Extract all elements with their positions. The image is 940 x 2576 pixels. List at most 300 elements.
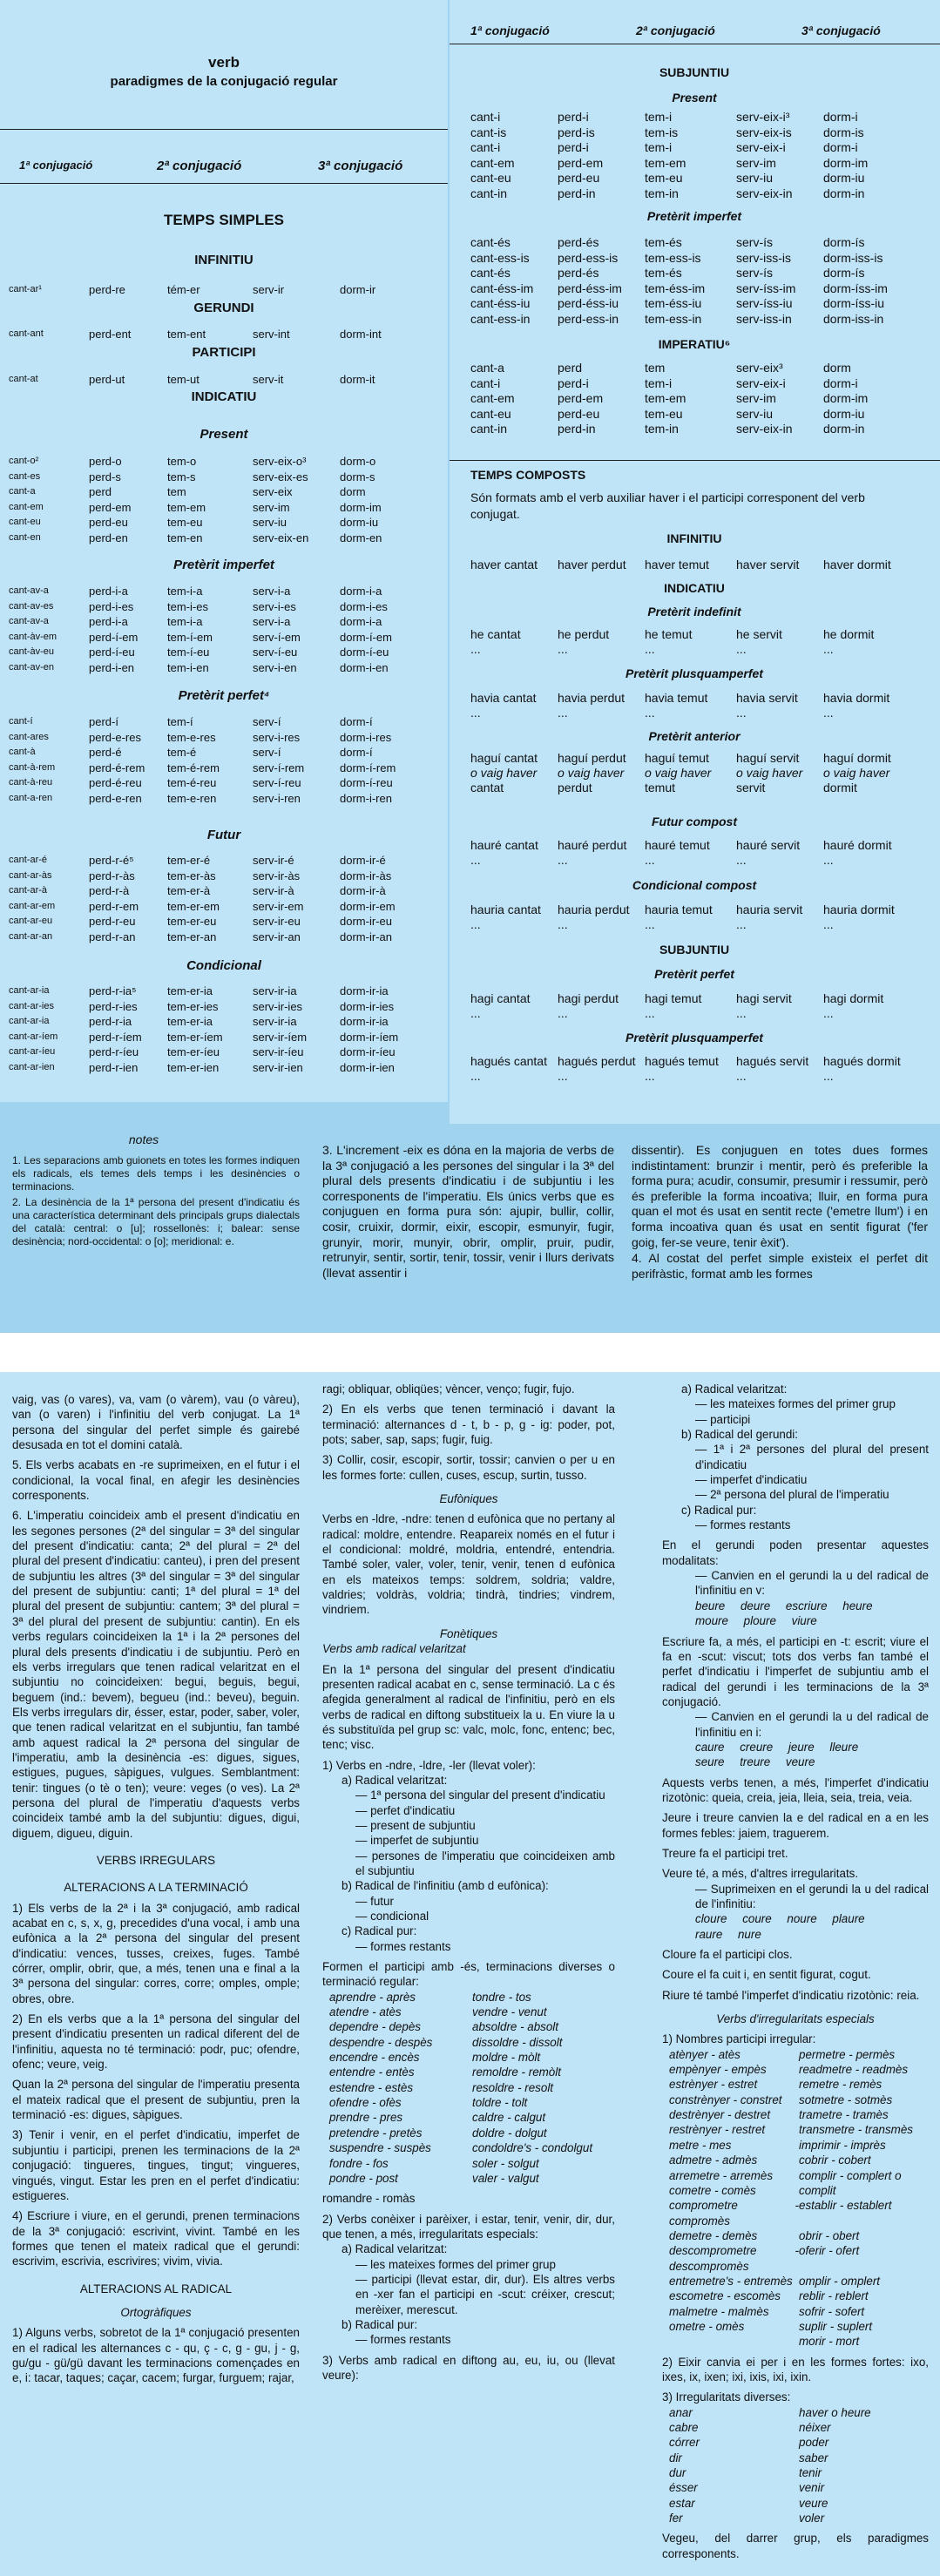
subj-present-row-cell: perd-i [558, 110, 589, 124]
subj-imperfet-row-cell: dorm-ís [823, 235, 865, 249]
col3-line: Cloure fa el participi clos. [662, 1948, 793, 1962]
s-perfet-row-cell: hagi perdut [558, 991, 619, 1005]
col2-line: a) Radical velaritzat: [342, 2242, 448, 2256]
col1-line: ALTERACIONS AL RADICAL [79, 2282, 233, 2295]
imperatiu-row-cell: serv-eix³ [736, 361, 783, 375]
subj-present-row-cell: perd-in [558, 186, 596, 200]
present-row-cell: tem [167, 485, 186, 498]
gerundi-row-cell: dorm-int [340, 328, 382, 341]
subj-imperfet-row-cell: dorm-iss-is [823, 250, 883, 265]
plusq-ellipsis: ... [736, 706, 747, 720]
imperfet-row-cell: dorm-í-em [340, 630, 392, 644]
present-row-cell: cant-em [9, 501, 44, 512]
perfet-row-cell: perd-é [89, 746, 122, 759]
col2-line: despendre - despès dissoldre - dissolt [329, 2035, 563, 2049]
col3-line: — les mateixes formes del primer grup [695, 1397, 896, 1411]
condicional-row-cell: dorm-ir-ien [340, 1060, 395, 1074]
infinitiu-row-cell: dorm-ir [340, 283, 376, 296]
perfet-row-cell: serv-i-ren [253, 791, 301, 805]
imperatiu-row-cell: perd-i [558, 375, 589, 390]
condicional-row-cell: serv-ir-ies [253, 999, 303, 1013]
futur-row-cell: serv-ir-à [253, 884, 294, 897]
col1-line: ALTERACIONS A LA TERMINACIÓ [64, 1881, 248, 1895]
imperatiu-row-cell: tem-in [645, 422, 679, 436]
col3-line: comprometre - compromès establir - establert [669, 2199, 892, 2228]
plusq-row-cell: havia servit [736, 691, 798, 705]
imperatiu-row-cell: dorm-im [823, 391, 869, 405]
condicional-row-cell: perd-r-ies [89, 999, 138, 1013]
present-row-cell: dorm [340, 485, 366, 498]
c-infinitiu-row-cell: haver dormit [823, 558, 891, 571]
col2-line: b) Radical pur: [342, 2317, 418, 2331]
col3-line: anar haver o heure [669, 2405, 871, 2419]
col3-line: fer voler [669, 2512, 825, 2525]
condicional-row-cell: tem-er-ia [167, 1015, 213, 1028]
col3-line: cometre - comès complit [669, 2183, 836, 2197]
condicional-row-cell: perd-r-ia⁵ [89, 984, 137, 997]
indefinit-row-cell: he temut [645, 627, 693, 641]
text-column-2 [322, 1382, 615, 2383]
imperfet-row-cell: dorm-i-es [340, 599, 388, 613]
condicional-row-cell: tem-er-íem [167, 1030, 223, 1044]
imperfet-row-cell: cant-àv-em [9, 631, 57, 642]
note-1: 1. Les separacions amb guionets en totes les formes indiquen els radicals, els temes dels temps i les desinències o terminacions. [12, 1154, 300, 1193]
col3-line: dur tenir [669, 2466, 822, 2480]
subj-present-row-cell: dorm-iu [823, 171, 865, 185]
ccompost-title: Condicional compost [632, 878, 757, 892]
imperatiu-row-cell: dorm [823, 361, 851, 375]
futur-row-cell: cant-ar-an [9, 930, 53, 942]
col2-line: prendre - pres caldre - calgut [329, 2111, 546, 2125]
imperfet-row-cell: dorm-i-a [340, 585, 382, 598]
imperfet-row-cell: perd-í-eu [89, 646, 135, 659]
imperfet-row-cell: cant-av-a [9, 616, 49, 626]
subj-imperfet-row-cell: cant-és [470, 235, 511, 249]
col2-line: — 1ª persona del singular del present d'indicatiu [355, 1788, 605, 1802]
subj-present-row-cell: perd-em [558, 155, 604, 170]
present-row-cell: serv-im [253, 500, 290, 514]
col2-line: estendre - estès resoldre - resolt [329, 2080, 554, 2094]
futur-row-cell: cant-ar-eu [9, 916, 53, 926]
imperfet-row-cell: dorm-i-en [340, 660, 389, 674]
col3-line: seure treure veure [695, 1755, 815, 1769]
subj-imperfet-row-cell: tem-éss-im [645, 281, 706, 295]
imperfet-row-cell: perd-i-a [89, 585, 128, 598]
futur-row-cell: perd-r-à [89, 884, 130, 897]
plusq-row-cell: havia dormit [823, 691, 890, 705]
futur-row-cell: serv-ir-an [253, 930, 301, 943]
perfet-row-cell: serv-í-reu [253, 776, 301, 789]
col2-line: — participi (llevat estar, dir, dur). Els altres verbs en -xer fan el participi en -scut: créixer, crescut; merèixer, merescut. [355, 2272, 615, 2316]
participi-title: PARTICIPI [192, 345, 256, 360]
anterior-row-cell: o vaig haver [823, 766, 890, 780]
composts-text: conjugat. [470, 507, 520, 521]
s-perfet-ellipsis: ... [736, 1006, 747, 1020]
condicional-row-cell: dorm-ir-ia [340, 984, 389, 997]
subj-present-row-cell: serv-eix-is [736, 125, 792, 139]
present-row-cell: tem-eu [167, 516, 203, 529]
condicional-row-cell: perd-r-íem [89, 1030, 142, 1044]
imperfet-row-cell: serv-í-eu [253, 646, 298, 659]
col3-line: malmetre - malmès sofrir - sofert [669, 2304, 865, 2318]
imperatiu-row-cell: tem-em [645, 391, 686, 405]
anterior-row-cell: temut [645, 781, 676, 794]
col3-line: En el gerundi poden presentar aquestes modalitats: [662, 1538, 929, 1567]
present-title: Present [199, 427, 248, 442]
col3-line: córrer poder [669, 2436, 829, 2450]
plusq-title: Pretèrit plusquamperfet [626, 666, 763, 680]
s-perfet-ellipsis: ... [823, 1006, 834, 1020]
futur-row-cell: perd-r-eu [89, 915, 136, 928]
condicional-row-cell: cant-ar-íeu [9, 1046, 56, 1057]
col3-line: escometre - escomès reblir - reblert [669, 2289, 869, 2303]
col3-line: c) Radical pur: [681, 1503, 757, 1517]
present-row-cell: dorm-s [340, 470, 375, 483]
present-row-cell: dorm-im [340, 500, 382, 514]
col2-line: entendre - entès remoldre - remòlt [329, 2066, 561, 2079]
col1-line: 6. L'imperatiu coincideix amb el present d'indicatiu en les segones persones (2ª del singular = 3ª del singular del present d'indicatiu: canta; 2ª del plural = 2ª del plural del present d'indicatiu: canteu), i pren del present de subjuntiu les altres (3ª del singular = 3ª del singular del present de subjuntiu: canti; 1ª del plural = 1ª del plural del present de subjuntiu: cantem; 3ª del plural = 3ª del plural del present de subjuntiu: cantin). En els verbs regulars coincideixen la 1ª i la 2ª persones del plural dels presents d'indicatiu i de subjuntiu. Però en els verbs irregulars que tenen radical velaritzat en el subjuntiu no coincideixen: begui, beguis, begui, beguem (ind.: bevem), begueu (ind.: beveu), beguin. Els verbs irregulars dir, ésser, estar, poder, saber, voler, que tenen radical velaritzat en el subjuntiu, fan també amb aquest radical la 2ª persona del singular de l'imperatiu, amb la desinència -es: digues, sigues, estigues, pugues, sàpigues, vulgues. Semblantment: tenir: tingues (o tè o ten); veure: veges (o ves). La 2ª persona del plural de l'imperatiu d'aquests verbs coincideix també amb la del subjuntiu: digues, digui, diguem, digueu, diguin. [12, 1509, 300, 1840]
futur-row-cell: dorm-ir-à [340, 884, 386, 897]
anterior-row-cell: cantat [470, 781, 504, 794]
condicional-row-cell: tem-er-ia [167, 984, 213, 997]
s-perfet-ellipsis: ... [470, 1006, 481, 1020]
subj-imperfet-row-cell: cant-ess-is [470, 250, 530, 265]
col1-line: VERBS IRREGULARS [96, 1853, 216, 1867]
col3-line: Verbs d'irregularitats especials [716, 2012, 875, 2026]
c-infinitiu-row-cell: haver servit [736, 558, 800, 571]
perfet-row-cell: tem-í [167, 715, 193, 728]
s-plusq-row-cell: hagués perdut [558, 1054, 636, 1068]
subj-present-row-cell: tem-em [645, 155, 686, 170]
condicional-row-cell: tem-er-ies [167, 999, 219, 1013]
futur-row-cell: perd-r-em [89, 899, 139, 913]
indefinit-row-cell: he dormit [823, 627, 875, 641]
anterior-row-cell: perdut [558, 781, 592, 794]
col3-line: ésser venir [669, 2481, 825, 2495]
col3-line: b) Radical del gerundi: [681, 1428, 798, 1442]
composts-text: Són formats amb el verb auxiliar haver i el participi corresponent del verb [470, 490, 865, 504]
s-plusq-row-cell: hagués cantat [470, 1054, 547, 1068]
present-row-cell: tem-en [167, 531, 203, 544]
present-row-cell: serv-eix-en [253, 531, 309, 544]
col2-line: Eufòniques [439, 1492, 498, 1506]
perfet-row-cell: cant-à [9, 747, 36, 757]
subj-present-row-cell: serv-eix-i³ [736, 110, 790, 124]
perfet-row-cell: serv-i-res [253, 730, 301, 744]
col2-line: — persones de l'imperatiu que coincideixen amb el subjuntiu [355, 1849, 615, 1877]
anterior-row-cell: o vaig haver [736, 766, 803, 780]
present-row-cell: perd [89, 485, 112, 498]
imperfet-row-cell: cant-àv-eu [9, 646, 54, 657]
subj-present-row-cell: dorm-in [823, 186, 865, 200]
gerundi-row-cell: cant-ant [9, 328, 44, 339]
gerundi-title: GERUNDI [193, 301, 254, 315]
present-row-cell: cant-eu [9, 517, 41, 527]
perfet-row-cell: cant-à-reu [9, 777, 53, 788]
note-2: 2. La desinència de la 1ª persona del present d'indicatiu és una característica determinant dels principals grups dialectals del català: central: o [u]; rossellonès: i; balear: sense desinència; nord-occidental: o [o]; meridional: e. [12, 1196, 300, 1247]
imperfet-row-cell: perd-i-a [89, 615, 128, 628]
col3-line: atènyer - atès permetre - permès [669, 2047, 896, 2061]
condicional-row-cell: cant-ar-íem [9, 1031, 58, 1042]
imperfet-row-cell: cant-av-a [9, 585, 49, 596]
c-infinitiu-title: INFINITIU [666, 531, 722, 545]
condicional-row-cell: serv-ir-ien [253, 1060, 303, 1074]
present-row-cell: dorm-iu [340, 516, 379, 529]
col1-line: 5. Els verbs acabats en -re suprimeixen, en el futur i el condicional, la vocal final, en afegir les desinències corresponents. [12, 1458, 300, 1503]
col-header-1: 1ª conjugació [19, 159, 93, 172]
anterior-row-cell: haguí cantat [470, 751, 538, 765]
present-row-cell: cant-es [9, 470, 41, 482]
imperfet-row-cell: dorm-i-a [340, 615, 382, 628]
condicional-row-cell: tem-er-íeu [167, 1045, 220, 1058]
col2-line: encendre - encès moldre - mòlt [329, 2051, 541, 2065]
subj-imperfet-row-cell: perd-és [558, 235, 599, 249]
s-plusq-ellipsis: ... [558, 1069, 568, 1083]
subj-imperfet-row-cell: perd-éss-iu [558, 296, 619, 310]
right-col-header-2: 2ª conjugació [636, 24, 715, 37]
futur-row-cell: dorm-ir-é [340, 854, 386, 867]
col2-line: — imperfet de subjuntiu [355, 1834, 479, 1848]
imperfet-row-cell: serv-i-es [253, 599, 296, 613]
page-gap [0, 1333, 940, 1372]
col2-line: b) Radical de l'infinitiu (amb d eufònica): [342, 1879, 549, 1893]
indefinit-row-cell: he servit [736, 627, 782, 641]
fcompost-ellipsis: ... [823, 853, 834, 867]
ccompost-ellipsis: ... [470, 917, 481, 931]
imperfet-row-cell: tem-í-eu [167, 646, 210, 659]
col2-line: fondre - fos soler - solgut [329, 2156, 539, 2170]
col2-line: — formes restants [355, 1939, 451, 1953]
condicional-row-cell: tem-er-ien [167, 1060, 220, 1074]
fcompost-ellipsis: ... [558, 853, 568, 867]
present-row-cell: tem-em [167, 500, 206, 514]
fcompost-ellipsis: ... [470, 853, 481, 867]
imperatiu-row-cell: serv-im [736, 391, 776, 405]
imperfet-row-cell: serv-i-a [253, 615, 291, 628]
col1-line: Ortogràfiques [120, 2305, 192, 2319]
futur-row-cell: perd-r-an [89, 930, 136, 943]
present-row-cell: tem-s [167, 470, 196, 483]
imperatiu-row-cell: tem [645, 361, 666, 375]
s-perfet-ellipsis: ... [558, 1006, 568, 1020]
infinitiu-row-cell: cant-ar¹ [9, 284, 42, 294]
ccompost-row-cell: hauria cantat [470, 903, 541, 916]
indicatiu-title: INDICATIU [191, 389, 257, 404]
imperfet-row-cell: serv-í-em [253, 630, 301, 644]
imperatiu-row-cell: cant-in [470, 422, 508, 436]
col2-line: atendre - atès vendre - venut [329, 2005, 547, 2019]
perfet-row-cell: dorm-i-res [340, 730, 392, 744]
condicional-row-cell: dorm-ir-ia [340, 1015, 389, 1028]
subjuntiu-title: SUBJUNTIU [659, 65, 730, 79]
subj-imperfet-row-cell: dorm-íss-iu [823, 296, 885, 310]
subjuntiu-composts-title: SUBJUNTIU [659, 943, 730, 957]
participi-row-cell: perd-ut [89, 373, 125, 386]
subj-imperfet-row-cell: tem-éss-iu [645, 296, 702, 310]
page-title: verb [208, 54, 240, 71]
col3-line: caure creure jeure lleure [695, 1740, 859, 1754]
perfet-title: Pretèrit perfet⁴ [178, 688, 270, 703]
futur-row-cell: dorm-ir-em [340, 899, 396, 913]
col1-line: 4) Escriure i viure, en el gerundi, prenen terminacions de la 3ª conjugació: escrivint, vivint. També en les formes que tenen el mateix radical que el gerundi: escrivim, escrivia, escrivires; vivim, vivia. [12, 2209, 300, 2268]
col2-line: — formes restants [355, 2333, 451, 2347]
futur-row-cell: dorm-ir-eu [340, 915, 392, 928]
fcompost-row-cell: hauré perdut [558, 838, 627, 852]
text-column-3 [662, 1382, 929, 2561]
col1-line: 2) En els verbs que a la 1ª persona del singular del present d'indicatiu presenten un radical diferent del de l'infinitiu, aquesta no té terminació: podr, puc; ofendre, ofenc; veure, veig. [12, 2012, 300, 2072]
col3-line: — formes restants [695, 1518, 791, 1532]
imperatiu-row-cell: dorm-in [823, 422, 865, 436]
subj-present-row-cell: tem-eu [645, 171, 683, 185]
subj-imperfet-row-cell: serv-ís [736, 266, 773, 280]
futur-row-cell: perd-r-é⁵ [89, 854, 134, 867]
note-4: dissentir). Es conjuguen en totes dues formes indistintament: brunzir i mentir, però és preferible la forma pura; acudir, consumir, presumir i ressumir, però és preferible la forma incoativa; lluir, en forma pura quan el mot és usat en sentit recte ('emetre llum') i en forma incoativa quan és usat en sentit figurat ('fer goig, fer-se veure, tenir èxit'). [632, 1143, 928, 1249]
c-infinitiu-row-cell: haver temut [645, 558, 709, 571]
indefinit-row-cell: he perdut [558, 627, 610, 641]
indefinit-ellipsis: ... [736, 642, 747, 656]
subj-present-row-cell: serv-iu [736, 171, 774, 185]
col1-line: Quan la 2ª persona del singular de l'imperatiu presenta el mateix radical que el present de subjuntiu, pren la terminació -es: digues, sàpigues. [12, 2078, 300, 2122]
imperatiu-row-cell: dorm-iu [823, 406, 865, 421]
futur-row-cell: cant-ar-às [9, 869, 52, 881]
present-row-cell: serv-iu [253, 516, 287, 529]
perfet-row-cell: cant-a-ren [9, 792, 53, 803]
infinitiu-row-cell: tém-er [167, 283, 200, 296]
imperatiu-row-cell: serv-eix-i [736, 375, 786, 390]
col3-line: Aquests verbs tenen, a més, l'imperfet d'indicatiu rizotònic: queia, creia, jeia, lleia, seia, treia, veia. [662, 1775, 929, 1804]
col3-line: morir - mort [799, 2335, 860, 2349]
col3-line: descomprometre - descompromès oferir - ofert [669, 2244, 860, 2273]
fcompost-row-cell: hauré dormit [823, 838, 892, 852]
imperatiu-row-cell: perd [558, 361, 583, 375]
perfet-row-cell: tem-e-res [167, 730, 216, 744]
infinitiu-title: INFINITIU [194, 253, 254, 267]
subj-imperfet-row-cell: cant-ess-in [470, 311, 531, 326]
subj-imperfet-row-cell: tem-és [645, 266, 682, 280]
perfet-row-cell: serv-í [253, 746, 281, 759]
col2-line: dependre - depès absoldre - absolt [329, 2020, 558, 2034]
perfet-row-cell: dorm-í [340, 715, 373, 728]
subj-present-row-cell: dorm-i [823, 110, 858, 124]
col3-line: Coure el fa cuit i, en sentit figurat, cogut. [662, 1968, 871, 1982]
col3-line: 3) Irregularitats diverses: [662, 2390, 791, 2404]
anterior-row-cell: o vaig haver [470, 766, 538, 780]
present-row-cell: serv-eix [253, 485, 293, 498]
col3-line: empènyer - empès readmetre - readmès [669, 2063, 909, 2077]
col2-line: 2) Verbs conèixer i parèixer, i estar, tenir, venir, dir, dur, que tenen, a més, irregularitats especials: [322, 2212, 615, 2241]
s-plusq-ellipsis: ... [470, 1069, 481, 1083]
s-plusq-row-cell: hagués temut [645, 1054, 719, 1068]
participi-row-cell: tem-ut [167, 373, 199, 386]
subj-present-row-cell: cant-em [470, 155, 515, 170]
col-header-3: 3ª conjugació [318, 159, 403, 173]
present-row-cell: cant-o² [9, 456, 39, 466]
note-3: 3. L'increment -eix es dóna en la majoria de verbs de la 3ª conjugació a les persones del singular i la 3ª del plural dels presents d'indicatiu i de subjuntiu i les corresponents de l'imperatiu. Els únics verbs que es conjuguen en forma pura són: ajupir, bullir, collir, cosir, cruixir, dormir, eixir, escopir, esmunyir, fugir, grunyir, morir, munyir, obrir, omplir, pruir, pudir, retrunyir, sentir, sortir, tenir, tossir, venir i llurs derivats (llevat assentir i [322, 1143, 614, 1280]
imperfet-row-cell: cant-av-es [9, 600, 54, 612]
anterior-row-cell: haguí perdut [558, 751, 626, 765]
col3-line: — Canvien en el gerundi la u del radical de l'infinitiu en v: [695, 1569, 929, 1598]
col3-line: Vegeu, del darrer grup, els paradigmes corresponents. [662, 2532, 929, 2560]
col2-line: ofendre - ofès toldre - tolt [329, 2096, 528, 2110]
subj-imperfet-row-cell: cant-éss-iu [470, 296, 531, 310]
imperatiu-row-cell: tem-i [645, 375, 673, 390]
composts-title: TEMPS COMPOSTS [470, 468, 586, 482]
futur-row-cell: perd-r-às [89, 869, 135, 882]
divider [450, 460, 940, 461]
subj-imperfet-row-cell: tem-ess-is [645, 250, 701, 265]
c-indicatiu-title: INDICATIU [664, 581, 725, 595]
participi-row-cell: dorm-it [340, 373, 375, 386]
imperfet-row-cell: dorm-í-eu [340, 646, 389, 659]
indefinit-title: Pretèrit indefinit [647, 605, 741, 619]
condicional-row-cell: cant-ar-ia [9, 985, 50, 996]
perfet-row-cell: perd-e-res [89, 730, 141, 744]
s-perfet-row-cell: hagi temut [645, 991, 702, 1005]
ccompost-ellipsis: ... [823, 917, 834, 931]
subj-present-row-cell: cant-i [470, 140, 501, 154]
col3-line: constrènyer - constret sotmetre - sotmès [669, 2093, 893, 2106]
indefinit-ellipsis: ... [470, 642, 481, 656]
subj-imperfet-row-cell: serv-íss-iu [736, 296, 793, 310]
fcompost-row-cell: hauré cantat [470, 838, 538, 852]
subj-present-row-cell: dorm-im [823, 155, 869, 170]
s-perfet-row-cell: hagi cantat [470, 991, 531, 1005]
perfet-row-cell: dorm-i-ren [340, 791, 392, 805]
col3-line: — 1ª i 2ª persones del plural del present d'indicatiu [695, 1443, 929, 1471]
imperatiu-title: IMPERATIU⁶ [658, 337, 731, 351]
col3-line: arremetre - arremès complir - complert o [669, 2168, 902, 2182]
col3-line: admetre - admès cobrir - cobert [669, 2153, 871, 2167]
futur-row-cell: serv-ir-é [253, 854, 294, 867]
present-row-cell: cant-en [9, 531, 41, 543]
plusq-row-cell: havia cantat [470, 691, 537, 705]
col3-line: restrènyer - restret transmetre - transmès [669, 2123, 913, 2137]
plusq-row-cell: havia perdut [558, 691, 626, 705]
futur-row-cell: cant-ar-é [9, 855, 48, 865]
col3-line: estrènyer - estret remetre - remès [669, 2078, 883, 2092]
imperatiu-row-cell: serv-eix-in [736, 422, 793, 436]
indefinit-ellipsis: ... [823, 642, 834, 656]
imperfet-row-cell: tem-í-em [167, 630, 213, 644]
col2-line: Verbs amb radical velaritzat [322, 1642, 466, 1656]
col3-line: cloure coure noure plaure [695, 1912, 865, 1926]
futur-row-cell: cant-ar-em [9, 900, 56, 911]
gerundi-row-cell: tem-ent [167, 328, 206, 341]
anterior-row-cell: o vaig haver [645, 766, 712, 780]
futur-row-cell: serv-ir-às [253, 869, 301, 882]
ccompost-ellipsis: ... [736, 917, 747, 931]
col3-line: ometre - omès suplir - suplert [669, 2319, 873, 2333]
subj-imperfet-row-cell: dorm-íss-im [823, 281, 888, 295]
notes-title: notes [128, 1132, 159, 1146]
present-row-cell: perd-o [89, 455, 122, 468]
col3-line: estar veure [669, 2496, 828, 2510]
col3-line: cabre néixer [669, 2421, 831, 2434]
plusq-row-cell: havia temut [645, 691, 708, 705]
col3-line: Treure fa el participi tret. [662, 1846, 788, 1860]
subj-imperfet-row-cell: dorm-iss-in [823, 311, 884, 326]
subj-present-row-cell: cant-in [470, 186, 508, 200]
condicional-row-cell: perd-r-ia [89, 1015, 132, 1028]
perfet-row-cell: cant-í [9, 716, 33, 727]
perfet-row-cell: dorm-í [340, 746, 373, 759]
futur-row-cell: serv-ir-em [253, 899, 304, 913]
perfet-row-cell: tem-é [167, 746, 197, 759]
simple-title: TEMPS SIMPLES [164, 212, 284, 228]
plusq-ellipsis: ... [645, 706, 655, 720]
subj-imperfet-row-cell: tem-és [645, 235, 682, 249]
col3-line: entremetre's - entremès omplir - omplert [669, 2274, 881, 2288]
